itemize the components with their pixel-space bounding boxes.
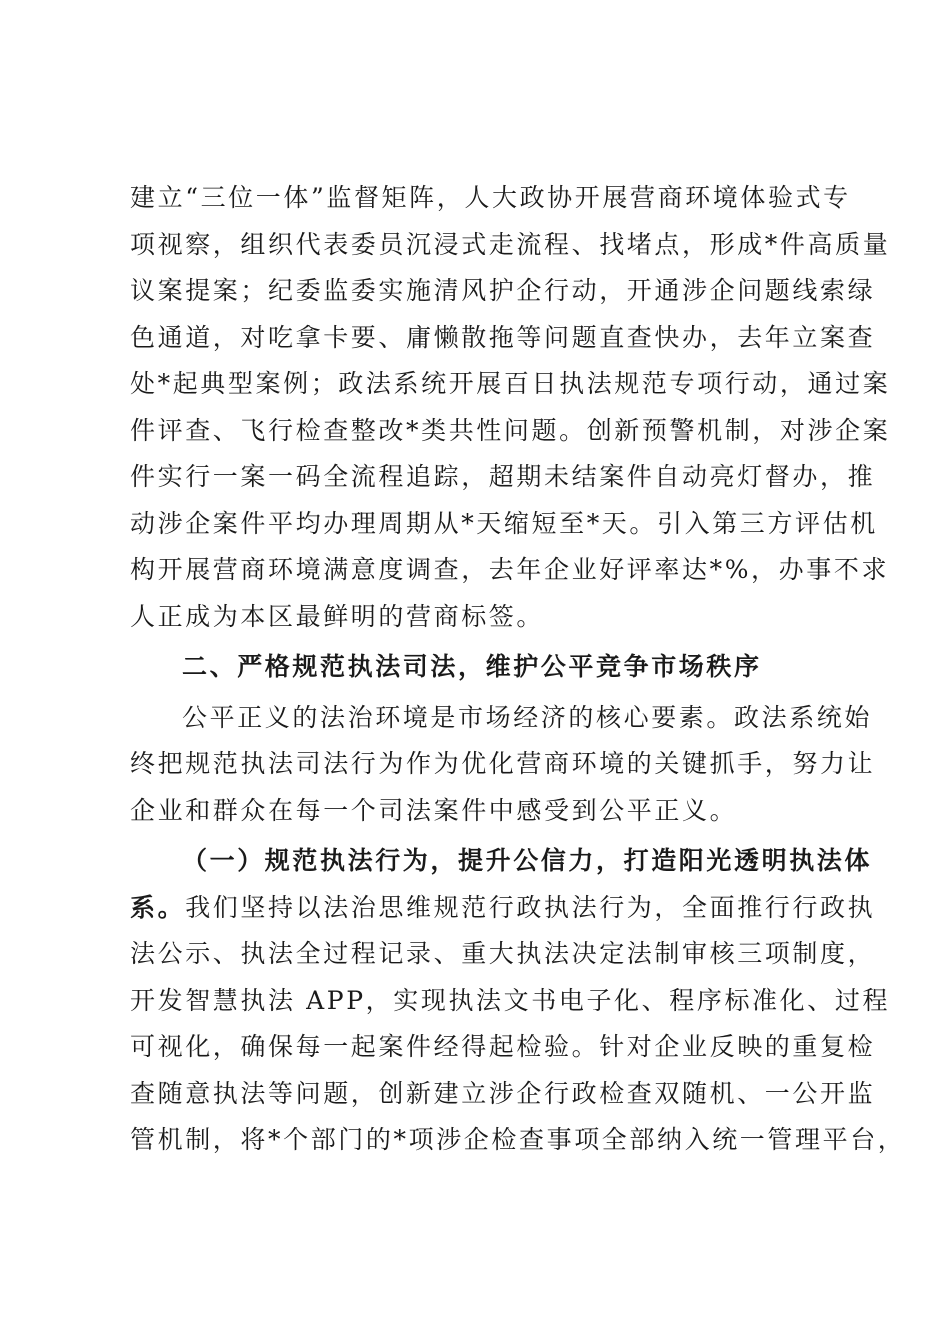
paragraph-law-enforcement [130,838,906,1164]
paragraph-fair-justice [130,695,876,835]
text-line: 可视化，确保每一起案件经得起检验。针对企业反映的重复检 [130,1032,876,1061]
text-line: 公平正义的法治环境是市场经济的核心要素。政法系统始 [182,702,873,732]
document-page [130,175,906,1164]
section-heading: 二、严格规范执法司法，维护公平竞争市场秩序 [182,652,762,681]
text-line: 处*起典型案例；政法系统开展百日执法规范专项行动，通过案 [130,369,891,398]
subsection-heading: （一）规范执法行为，提升公信力，打造阳光透明执法体 [182,846,873,875]
text-line: 构开展营商环境满意度调查，去年企业好评率达*%，办事不求 [130,555,890,584]
text-line: 件实行一案一码全流程追踪，超期未结案件自动亮灯督办，推 [130,462,876,491]
text-line: 查随意执法等问题，创新建立涉企行政检查双随机、一公开监 [130,1078,876,1108]
text-line: 建立“三位一体”监督矩阵，人大政协开展营商环境体验式专 [130,183,851,212]
text-line: 管机制，将*个部门的*项涉企检查事项全部纳入统一管理平台， [130,1125,906,1154]
text-line: 企业和群众在每一个司法案件中感受到公平正义。 [130,795,738,825]
text-line: 议案提案；纪委监委实施清风护企行动，开通涉企问题线索绿 [130,276,876,305]
subsection-heading-end: 系。 [130,892,186,922]
text-line: 开发智慧执法 APP，实现执法文书电子化、程序标准化、过程 [130,985,891,1015]
text-line: 动涉企案件平均办理周期从*天缩短至*天。引入第三方评估机 [130,508,878,538]
paragraph-supervision [130,175,891,640]
text-line [130,885,876,932]
text-line: 项视察，组织代表委员沉浸式走流程、找堵点，形成*件高质量 [130,229,891,259]
text-line: 色通道，对吃拿卡要、庸懒散拖等问题直查快办，去年立案查 [130,322,876,352]
text-line: 件评查、飞行检查整改*类共性问题。创新预警机制，对涉企案 [130,415,891,445]
text-run: 我们坚持以法治思维规范行政执法行为，全面推行行政执 [185,892,876,922]
text-line: 法公示、执法全过程记录、重大执法决定法制审核三项制度， [130,939,876,968]
text-line: 终把规范执法司法行为作为优化营商环境的关键抓手，努力让 [130,749,876,778]
text-line: 人正成为本区最鲜明的营商标签。 [130,601,545,631]
